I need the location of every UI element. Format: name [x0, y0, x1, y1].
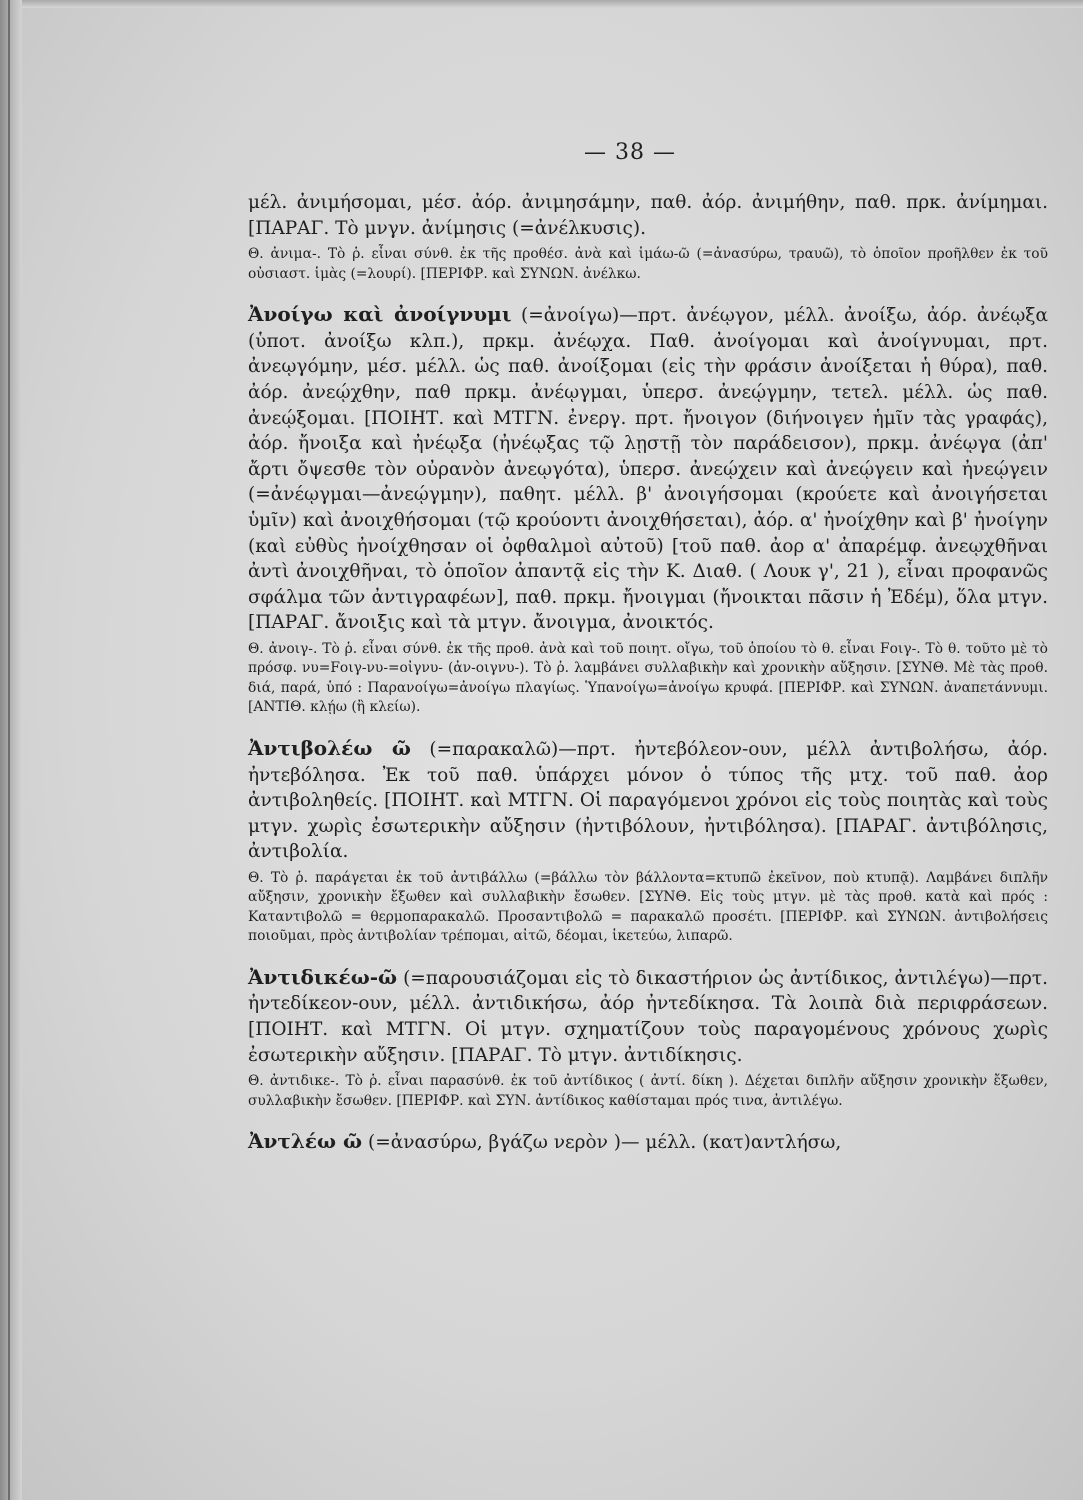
entry-body: (=παρακαλῶ)—πρτ. ἠντεβόλεον-ουν, μέλλ ἀντιβολήσω, ἀόρ. ἠντεβόλησα. Ἐκ τοῦ παθ. ὑπάρχει μόνον ὁ τύπος τῆς μτχ. τοῦ παθ. ἀορ ἀντιβοληθείς. [ΠΟΙΗΤ. καὶ ΜΤΓΝ. Οἱ παραγόμενοι χρόνοι εἰς τοὺς ποιητὰς καὶ τοὺς μτγν. χωρὶς ἐσωτερικὴν αὔξησιν (ἠντιβόλουν, ἠντιβόλησα). [ΠΑΡΑΓ. ἀντιβόλησις, ἀντιβολία.	[248, 738, 1048, 863]
spine-line	[8, 0, 10, 1500]
entry-etymology-note: Θ. ἀντιδικε-. Τὸ ῥ. εἶναι παρασύνθ. ἐκ τοῦ ἀντίδικος ( ἀντί. δίκη ). Δέχεται διπλῆν αὔξησιν χρονικὴν ἔξωθεν, συλλαβικὴν ἔσωθεν. [ΠΕΡΙΦΡ. καὶ ΣΥΝ. ἀντίδικος καθίσταμαι πρός τινα, ἀντιλέγω.	[248, 1073, 1048, 1109]
entry-main-text	[248, 302, 1048, 636]
entry-anima-continuation	[248, 190, 1048, 284]
top-shadow	[0, 0, 1083, 8]
book-spine-shadow	[0, 0, 22, 1500]
entry-body: (=παρουσιάζομαι εἰς τὸ δικαστήριον ὡς ἀντίδικος, ἀντιλέγω)—πρτ. ἠντεδίκεον-ουν, μέλλ. ἀντιδικήσω, ἀόρ ἠντεδίκησα. Τὰ λοιπὰ διὰ περιφράσεων. [ΠΟΙΗΤ. καὶ ΜΤΓΝ. Οἱ μτγν. σχηματίζουν τοὺς παραγομένους χρόνους χωρὶς ἐσωτερικὴν αὔξησιν. [ΠΑΡΑΓ. Τὸ μτγν. ἀντιδίκησις.	[248, 967, 1048, 1066]
entry-anoigo	[248, 302, 1048, 718]
entry-body: (=ἀνοίγω)—πρτ. ἀνέῳγον, μέλλ. ἀνοίξω, ἀόρ. ἀνέῳξα (ὑποτ. ἀνοίξω κλπ.), πρκμ. ἀνέῳχα. Παθ. ἀνοίγομαι καὶ ἀνοίγνυμαι, πρτ. ἀνεῳγόμην, μέσ. μέλλ. ὡς παθ. ἀνοίξομαι (εἰς τὴν φράσιν ἀνοίξεται ἡ θύρα), παθ. ἀόρ. ἀνεῴχθην, παθ πρκμ. ἀνέῳγμαι, ὑπερσ. ἀνεῴγμην, τετελ. μέλλ. ὡς παθ. ἀνεῴξομαι. [ΠΟΙΗΤ. καὶ ΜΤΓΝ. ἐνεργ. πρτ. ἤνοιγον (διήνοιγεν ἡμῖν τὰς γραφάς), ἀόρ. ἤνοιξα καὶ ἠνέῳξα (ἠνέῳξας τῷ λῃστῇ τὸν παράδεισον), πρκμ. ἀνέῳγα (ἀπ' ἄρτι ὄψεσθε τὸν οὐρανὸν ἀνεῳγότα), ὑπερσ. ἀνεῴχειν καὶ ἀνεῴγειν καὶ ἠνεῴγειν (=ἀνέῳγμαι—ἀνεῴγμην), παθητ. μέλλ. β' ἀνοιγήσομαι (κρούετε καὶ ἀνοιγήσεται ὑμῖν) καὶ ἀνοιχθήσομαι (τῷ κρούοντι ἀνοιχθήσεται), ἀόρ. α' ἠνοίχθην καὶ β' ἠνοίγην (καὶ εὐθὺς ἠνοίχθησαν οἱ ὀφθαλμοὶ αὐτοῦ) [τοῦ παθ. ἀορ α' ἀπαρέμφ. ἀνεῳχθῆναι ἀντὶ ἀνοιχθῆναι, τὸ ὁποῖον ἀπαντᾷ εἰς τὴν Κ. Διαθ. ( Λουκ γ', 21 ), εἶναι προφανῶς σφάλμα τῶν ἀντιγραφέων], παθ. πρκμ. ἤνοιγμαι (ἤνοικται πᾶσιν ἡ Ἐδέμ), ὅλα μτγν. [ΠΑΡΑΓ. ἄνοιξις καὶ τὰ μτγν. ἄνοιγμα, ἀνοικτός.	[248, 305, 1048, 634]
entry-headword: Ἀντλέω ῶ	[248, 1129, 363, 1154]
entry-etymology-note: Θ. ἀνιμα-. Τὸ ῥ. εἶναι σύνθ. ἐκ τῆς προθέσ. ἀνὰ καὶ ἱμάω-ῶ (=ἀνασύρω, τραυῶ), τὸ ὁποῖον προῆλθεν ἐκ τοῦ οὐσιαστ. ἱμὰς (=λουρί). [ΠΕΡΙΦΡ. καὶ ΣΥΝΩΝ. ἀνέλκω.	[248, 246, 1048, 282]
entry-body: (=ἀνασύρω, βγάζω νερὸν )— μέλλ. (κατ)αντλήσω,	[367, 1132, 842, 1154]
page-number: — 38 —	[584, 140, 676, 165]
entry-antidikeo	[248, 965, 1048, 1111]
entry-main-text	[248, 965, 1048, 1068]
entry-main-text	[248, 736, 1048, 865]
entry-antiboleo	[248, 736, 1048, 947]
entry-headword: Ἀντιβολέω ῶ	[248, 735, 411, 760]
entry-main-text	[248, 190, 1048, 241]
dictionary-content	[248, 190, 1048, 1174]
entry-headword: Ἀνοίγω καὶ ἀνοίγνυμι	[248, 302, 512, 327]
entry-etymology-note: Θ. Τὸ ῥ. παράγεται ἐκ τοῦ ἀντιβάλλω (=βάλλω τὸν βάλλοντα=κτυπῶ ἐκεῖνον, ποὺ κτυπᾷ). Λαμβάνει διπλῆν αὔξησιν, χρονικὴν ἔξωθεν καὶ συλλαβικὴν ἔσωθεν. [ΣΥΝΘ. Εἰς τοὺς μτγν. μὲ τὰς προθ. κατὰ καὶ πρός : Καταντιβολῶ = θερμοπαρακαλῶ. Προσαντιβολῶ = παρακαλῶ προσέτι. [ΠΕΡΙΦΡ. καὶ ΣΥΝΩΝ. ἀντιβολήσεις ποιοῦμαι, πρὸς ἀντιβολίαν τρέπομαι, αἰτῶ, δέομαι, ἱκετεύω, λιπαρῶ.	[248, 869, 1048, 945]
entry-headword: Ἀντιδικέω-ῶ	[248, 964, 398, 989]
entry-body: μέλ. ἀνιμήσομαι, μέσ. ἀόρ. ἀνιμησάμην, παθ. ἀόρ. ἀνιμήθην, παθ. πρκ. ἀνίμημαι. [ΠΑΡΑΓ. Τὸ μνγν. ἀνίμησις (=ἀνέλκυσις).	[248, 192, 1048, 239]
entry-main-text	[248, 1129, 1048, 1156]
entry-antleo	[248, 1129, 1048, 1156]
entry-etymology-note: Θ. ἀνοιγ-. Τὸ ῥ. εἶναι σύνθ. ἐκ τῆς προθ. ἀνὰ καὶ τοῦ ποιητ. οἴγω, τοῦ ὁποίου τὸ θ. εἶναι Fοιγ-. Τὸ θ. τοῦτο μὲ τὸ πρόσφ. νυ=Fοιγ-νυ-=οἰγνυ- (ἀν-οιγνυ-). Τὸ ῥ. λαμβάνει συλλαβικὴν καὶ χρονικὴν αὔξησιν. [ΣΥΝΘ. Μὲ τὰς προθ. διά, παρά, ὑπό : Παρανοίγω=ἀνοίγω πλαγίως. Ὑπανοίγω=ἀνοίγω κρυφά. [ΠΕΡΙΦΡ. καὶ ΣΥΝΩΝ. ἀναπετάννυμι. [ΑΝΤΙΘ. κλῄω (ἢ κλείω).	[248, 640, 1048, 716]
